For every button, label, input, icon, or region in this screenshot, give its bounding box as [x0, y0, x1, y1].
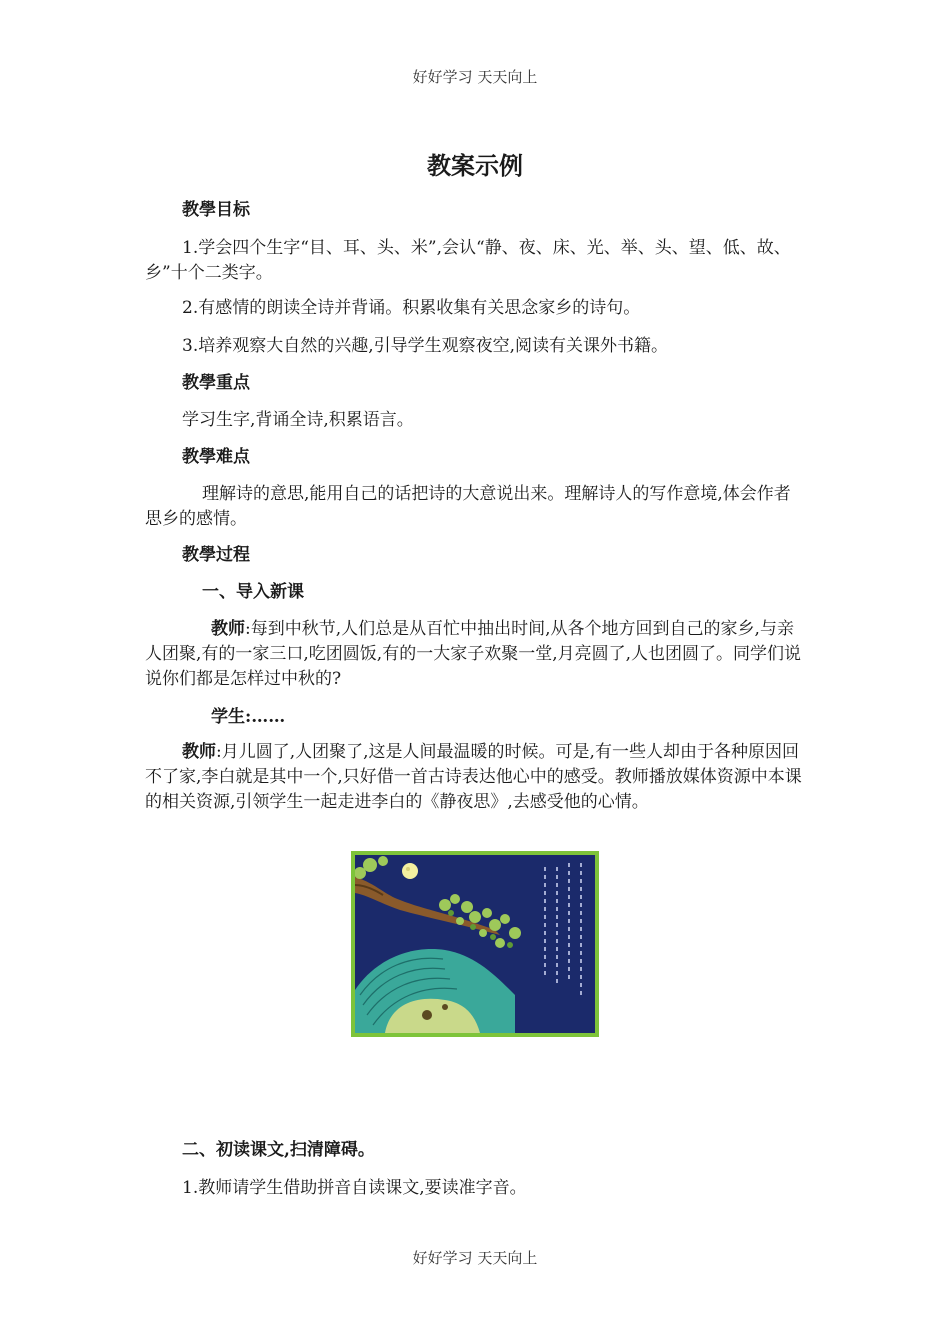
- difficulty-heading: 教學难点: [182, 447, 250, 467]
- goal-3: 3.培养观察大自然的兴趣,引导学生观察夜空,阅读有关课外书籍。: [182, 336, 669, 356]
- goal-2: 2.有感情的朗读全诗并背诵。积累收集有关思念家乡的诗句。: [182, 298, 641, 318]
- teacher-text-2: :月儿圆了,人团聚了,这是人间最温暖的时候。可是,有一些人却由于各种原因回不了家,李白就是其中一个,只好借一首古诗表达他心中的感受。教师播放媒体资源中本课的相关资源,引领学生一起走进李白的《静夜思》,去感受他的心情。: [145, 742, 802, 812]
- process-heading: 教學过程: [182, 545, 250, 565]
- teacher-label-2: 教师: [182, 742, 216, 762]
- key-heading: 教學重点: [182, 373, 250, 393]
- difficulty-text: 理解诗的意思,能用自己的话把诗的大意说出来。理解诗人的写作意境,体会作者思乡的感情。: [145, 484, 791, 529]
- poem-illustration: [351, 851, 599, 1037]
- page-header: 好好学习 天天向上: [412, 68, 538, 86]
- section1-heading: 一、导入新课: [202, 582, 304, 602]
- key-text: 学习生字,背诵全诗,积累语言。: [182, 410, 414, 430]
- section2-heading: 二、初读课文,扫清障碍。: [182, 1140, 375, 1160]
- document-title: 教案示例: [427, 151, 523, 180]
- student-line: 学生:……: [211, 707, 286, 727]
- teacher-text-1: :每到中秋节,人们总是从百忙中抽出时间,从各个地方回到自己的家乡,与亲人团聚,有的一家三口,吃团圆饭,有的一大家子欢聚一堂,月亮圆了,人也团圆了。同学们说说你们都是怎样过中秋的?: [145, 619, 802, 689]
- page-footer: 好好学习 天天向上: [412, 1249, 538, 1267]
- teacher-paragraph-2: [145, 740, 810, 815]
- teacher-label: 教师: [211, 619, 245, 639]
- night-scene-image: [355, 855, 595, 1033]
- goal-1: 1.学会四个生字“目、耳、头、米”,会认“静、夜、床、光、举、头、望、低、故、乡”十个二类字。: [145, 238, 791, 283]
- step-1: 1.教师请学生借助拼音自读课文,要读准字音。: [182, 1178, 527, 1198]
- teacher-paragraph-1: [145, 617, 810, 692]
- goals-heading: 教學目标: [182, 200, 250, 220]
